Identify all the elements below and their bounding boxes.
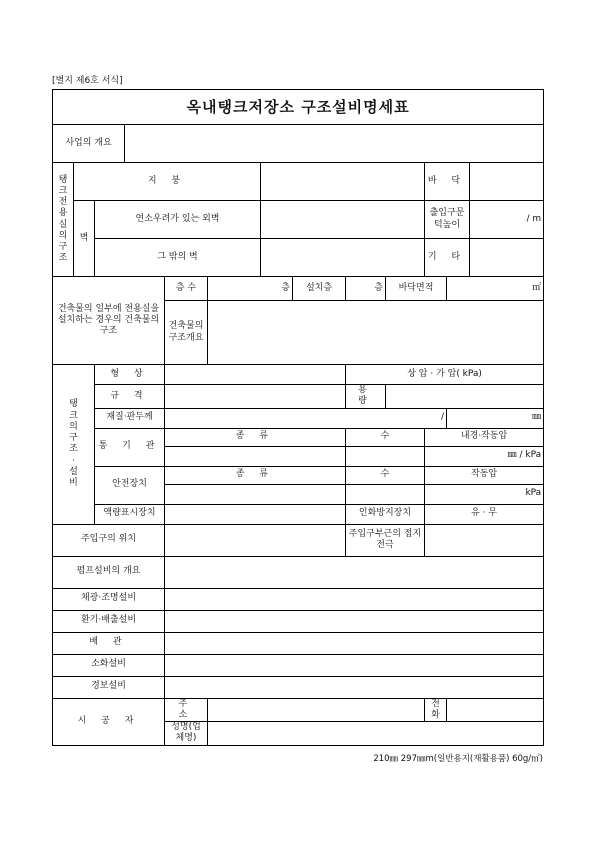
- floor-area-label: 바닥면적: [386, 277, 447, 301]
- vent-label: 통 기 관: [95, 428, 165, 466]
- fire-ext-field[interactable]: [165, 654, 544, 676]
- form-title: 옥내탱크저장소 구조설비명세표: [53, 90, 544, 125]
- building-structure-label: 건축물의 구조개요: [165, 301, 208, 365]
- spec-label: 규 격: [95, 385, 165, 409]
- inlet-ground-label: 주입구부근의 접지전극: [346, 524, 425, 556]
- vent-type-label: 종 류: [165, 428, 346, 446]
- vent-inner-label: 내경·작동압: [425, 428, 544, 446]
- building-header: 건축물의 일부에 전용실을 설치하는 경우의 건축물의 구조: [53, 277, 165, 365]
- capacity-label: 용 량: [346, 385, 386, 409]
- other-wall-label: 그 밖의 벽: [95, 239, 261, 277]
- fire-wall-label: 연소우려가 있는 외벽: [95, 201, 261, 239]
- flame-arrestor-label: 인화방지장치: [346, 504, 425, 524]
- inlet-position-label: 주입구의 위치: [53, 524, 165, 556]
- business-overview-field[interactable]: [125, 125, 544, 163]
- business-overview-label: 사업의 개요: [53, 125, 125, 163]
- ventilation-field[interactable]: [165, 610, 544, 632]
- pressure-field[interactable]: 상 압 · 가 압( kPa): [346, 365, 544, 385]
- phone-field[interactable]: [447, 698, 544, 722]
- safety-pressure-field[interactable]: kPa: [425, 484, 544, 504]
- safety-label: 안전장치: [95, 466, 165, 504]
- etc-label: 기 타: [425, 239, 470, 277]
- vent-type-field[interactable]: [165, 446, 346, 466]
- safety-type-field[interactable]: [165, 484, 346, 504]
- flame-arrestor-field[interactable]: 유 · 무: [425, 504, 544, 524]
- inlet-position-field[interactable]: [165, 524, 346, 556]
- level-gauge-field[interactable]: [165, 504, 346, 524]
- other-wall-field[interactable]: [261, 239, 425, 277]
- name-field[interactable]: [208, 722, 544, 746]
- lighting-label: 채광·조명설비: [53, 588, 165, 610]
- pump-field[interactable]: [165, 556, 544, 588]
- door-sill-field[interactable]: / m: [470, 201, 544, 239]
- building-structure-field[interactable]: [208, 301, 544, 365]
- tank-header-text: 탱크의구조·설비: [69, 399, 78, 488]
- ventilation-label: 환기·배출설비: [53, 610, 165, 632]
- floor-area-field[interactable]: ㎡: [447, 277, 544, 301]
- capacity-field[interactable]: [386, 385, 544, 409]
- material-label: 재질·판두께: [95, 408, 165, 428]
- fire-ext-label: 소화설비: [53, 654, 165, 676]
- vent-count-label: 수: [346, 428, 425, 446]
- floors-field[interactable]: 층: [208, 277, 293, 301]
- phone-label: 전화: [425, 698, 447, 722]
- etc-field[interactable]: [470, 239, 544, 277]
- alarm-field[interactable]: [165, 676, 544, 698]
- vent-count-field[interactable]: [346, 446, 425, 466]
- floor-field[interactable]: [470, 163, 544, 201]
- inlet-ground-field[interactable]: [425, 524, 544, 556]
- address-label: 주 소: [165, 698, 208, 722]
- alarm-label: 경보설비: [53, 676, 165, 698]
- roof-field[interactable]: [261, 163, 425, 201]
- shape-field[interactable]: [165, 365, 346, 385]
- roof-label: 지 붕: [74, 163, 261, 201]
- safety-count-label: 수: [346, 466, 425, 484]
- piping-field[interactable]: [165, 632, 544, 654]
- tank-room-header: [53, 163, 74, 277]
- door-sill-label: 출입구문턱높이: [425, 201, 470, 239]
- safety-count-field[interactable]: [346, 484, 425, 504]
- material-field[interactable]: /: [165, 408, 447, 428]
- material-field-unit[interactable]: ㎜: [447, 408, 544, 428]
- fire-wall-field[interactable]: [261, 201, 425, 239]
- structure-spec-table: [52, 89, 544, 746]
- spec-field[interactable]: [165, 385, 346, 409]
- piping-label: 배 관: [53, 632, 165, 654]
- vent-inner-field[interactable]: ㎜ / kPa: [425, 446, 544, 466]
- address-field[interactable]: [208, 698, 425, 722]
- floor-label: 바 닥: [425, 163, 470, 201]
- lighting-field[interactable]: [165, 588, 544, 610]
- floors-label: 층 수: [165, 277, 208, 301]
- safety-type-label: 종 류: [165, 466, 346, 484]
- install-floor-label: 설치층: [293, 277, 346, 301]
- shape-label: 형 상: [95, 365, 165, 385]
- install-floor-field[interactable]: 층: [346, 277, 386, 301]
- contractor-label: 시 공 자: [53, 698, 165, 745]
- safety-pressure-label: 작동압: [425, 466, 544, 484]
- tank-header: [53, 365, 95, 525]
- wall-label: 벽: [74, 201, 95, 277]
- name-label: 성명(업체명): [165, 722, 208, 746]
- pump-label: 펌프설비의 개요: [53, 556, 165, 588]
- paper-spec-footer: 210㎜ 297㎜m(일반용지(재활용품) 60g/㎡): [373, 754, 543, 764]
- level-gauge-label: 액량표시장치: [95, 504, 165, 524]
- form-label: [별지 제6호 서식]: [52, 76, 123, 86]
- tank-room-header-text: 탱크전용실의구조: [58, 174, 68, 264]
